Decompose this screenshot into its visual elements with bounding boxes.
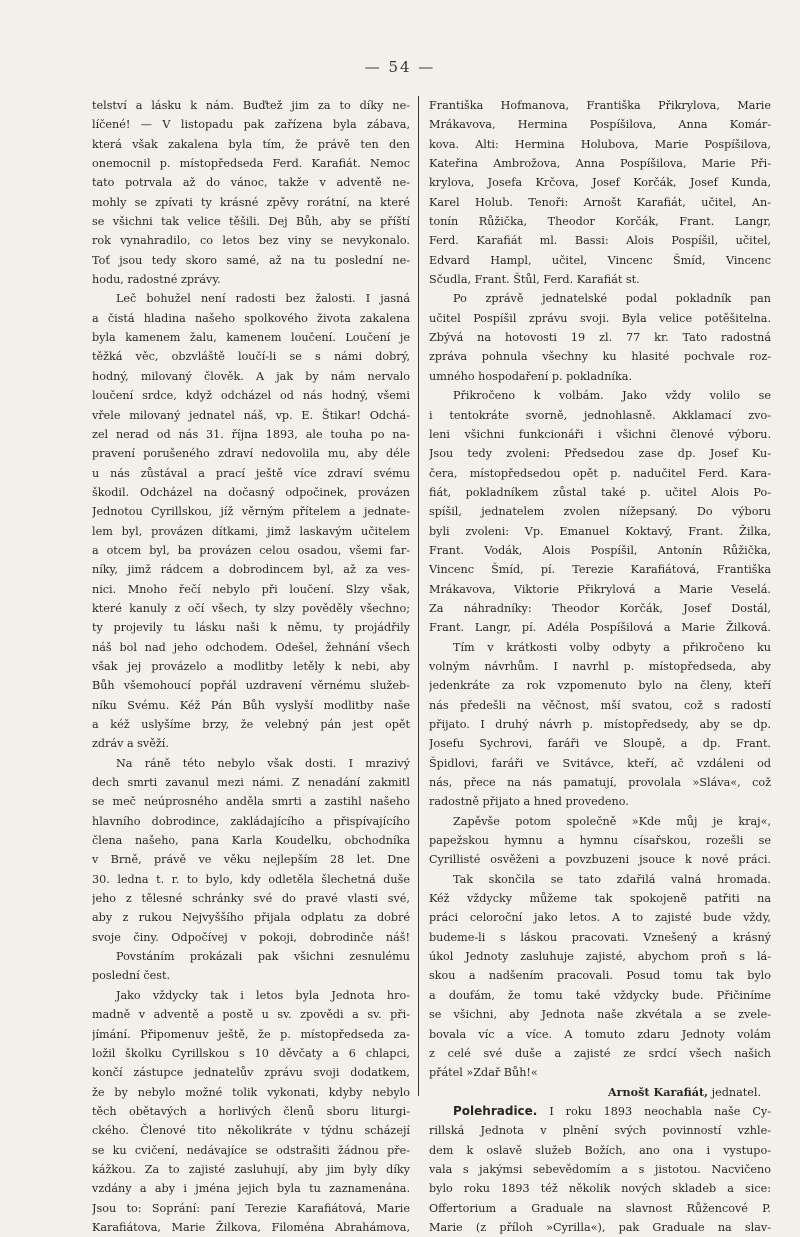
text-line: člena našeho, pana Karla Koudelku, obchodníka <box>92 834 410 848</box>
text-line: které kanuly z očí všech, ty slzy pověděly všechno; <box>92 601 410 615</box>
text-line: Sčudla, Frant. Štůl, Ferd. Karafiát st. <box>429 273 640 287</box>
text-line: zel nerad od nás 31. října 1893, ale touha po na- <box>92 427 410 441</box>
text-line: líčené! — V listopadu pak zařízena byla zábava, <box>92 118 410 132</box>
text-line: nás, přece na nás pamatují, provolala »Sláva«, což <box>429 776 771 790</box>
text-line: Františka Hofmanova, Františka Přikrylova, Marie <box>429 99 771 112</box>
text-line: loučení srdce, když odcházel od nás hodný, všemi <box>92 389 410 403</box>
text-line: čera, místopředsedou opět p. nadučitel Ferd. Kara- <box>429 466 771 480</box>
text-line: a otcem byl, ba provázen celou osadou, všemi far- <box>92 543 410 557</box>
text-line: přijato. I druhý návrh p. místopředsedy, aby se dp. <box>429 718 771 731</box>
right-column-text <box>429 96 771 1083</box>
text-line: těžká věc, obzvláště loučí-li se s námi dobrý, <box>92 350 410 364</box>
text-line: budeme-li s láskou pracovati. Vznešený a krásný <box>429 930 771 944</box>
signature-role: jednatel. <box>708 1085 761 1099</box>
text-line: učitel Pospíšil zprávu svoji. Byla velice potěšitelna. <box>429 311 771 325</box>
text-line: Vincenc Šmíd, pí. Terezie Karafiátová, Františka <box>429 563 771 577</box>
text-line: nás předešli na věčnost, mší svatou, což s radostí <box>429 698 771 712</box>
text-line: Edvard Hampl, učitel, Vincenc Šmíd, Vincenc <box>429 253 771 267</box>
text-line: spíšil, jednatelem zvolen nížepsaný. Do výboru <box>429 505 771 519</box>
text-line: vřele milovaný jednatel náš, vp. E. Štikar! Odchá- <box>92 408 410 422</box>
section-text <box>429 1121 771 1237</box>
column-divider <box>418 96 419 1096</box>
text-line: volným návrhům. I navrhl p. místopředseda, aby <box>429 659 771 673</box>
text-line: vala s jakýmsi sebevědomím a s jistotou. Nacvičeno <box>429 1162 771 1176</box>
text-line: tato potrvala až do vánoc, takže v adventě ne- <box>92 176 410 190</box>
text-line: Tím v krátkosti volby odbyty a přikročeno ku <box>453 640 771 654</box>
text-line: přátel »Zdař Bůh!« <box>429 1066 538 1080</box>
section-first-line-text: I roku 1893 neochabla naše Cy- <box>537 1104 771 1118</box>
text-line: Za náhradníky: Theodor Korčák, Josef Dostál, <box>429 601 771 615</box>
text-line: práci celoroční jako letos. A to zajisté bude vždy, <box>429 911 771 925</box>
text-line: Frant. Langr, pí. Adéla Pospíšilová a Marie Žilková. <box>429 621 771 635</box>
text-line: Karafiátova, Marie Žilkova, Filoména Abrahámova, <box>92 1220 410 1234</box>
text-line: Jednotou Cyrillskou, jíž věrným přítelem a jednate- <box>92 505 410 519</box>
text-line: Cyrillisté osvěženi a povzbuzeni jsouce k nové práci. <box>429 853 771 867</box>
text-line: a kéž uslyšíme brzy, že velebný pán jest opět <box>92 718 410 731</box>
text-line: jímání. Připomenuv ještě, že p. místopředseda za- <box>92 1027 410 1041</box>
text-line: Bůh všemohoucí popřál uzdravení věrnému služeb- <box>92 679 410 693</box>
text-line: zpráva pohnula všechny ku hlasité pochvale roz- <box>429 350 771 364</box>
right-column <box>429 96 771 1237</box>
text-line: byla kamenem žalu, kamenem loučení. Loučení je <box>92 331 410 345</box>
text-line: pravení porušeného zdraví nedovolila mu, aby déle <box>92 447 410 461</box>
text-line: se ku cvičení, nedávajíce se odstrašiti žádnou pře- <box>92 1143 410 1157</box>
text-line: dech smrti zavanul mezi námi. Z nenadání zakmitl <box>92 776 410 790</box>
left-column <box>92 96 410 1237</box>
text-line: kova. Alti: Hermina Holubova, Marie Pospíšilova, <box>429 137 771 151</box>
page-number: — 54 — <box>364 58 436 76</box>
text-line: Ferd. Karafiát ml. Bassi: Alois Pospíšil, učitel, <box>429 234 771 248</box>
text-line: úkol Jednoty zasluhuje zajisté, abychom proň s lá- <box>429 950 771 964</box>
text-line: zdráv a svěží. <box>92 737 169 751</box>
text-line: Mrákavova, Viktorie Přikrylová a Marie Veselá. <box>429 582 771 596</box>
text-line: bylo roku 1893 též několik nových skladeb a sice: <box>429 1182 771 1196</box>
text-line: rok vynahradilo, co letos bez viny se nevykonalo. <box>92 234 410 248</box>
text-line: Jako vždycky tak i letos byla Jednota hro- <box>116 988 410 1002</box>
text-line: Toť jsou tedy skoro samé, až na tu poslední ne- <box>92 253 410 267</box>
text-line: níky, jimž rádcem a dobrodincem byl, až za ves- <box>92 563 410 577</box>
text-line: Kéž vždycky můžeme tak spokojeně patřiti na <box>429 892 771 906</box>
text-line: a čistá hladina našeho spolkového života zakalena <box>92 311 410 325</box>
text-line: Jsou tedy zvoleni: Předsedou zase dp. Josef Ku- <box>429 447 771 461</box>
text-line: se meč neúprosného anděla smrti a zastihl našeho <box>92 795 410 809</box>
text-line: Špidlovi, faráři ve Svitávce, kteří, ač vzdáleni od <box>429 756 771 770</box>
text-line: Frant. Vodák, Alois Pospíšil, Antonín Růžička, <box>429 543 771 557</box>
text-line: byli zvoleni: Vp. Emanuel Koktavý, Frant. Žilka, <box>429 524 771 538</box>
text-line: Povstáním prokázali pak všichni zesnulému <box>116 950 410 964</box>
text-line: madně v adventě a postě u sv. zpovědi a sv. při- <box>92 1008 410 1022</box>
text-line: z celé své duše a zajisté ze srdcí všech našich <box>429 1046 771 1060</box>
text-line: Na ráně této nebylo však dosti. I mrazivý <box>116 756 410 770</box>
text-line: končí zástupce jednatelův zprávu svoji dodatkem, <box>92 1066 410 1080</box>
text-line: 30. ledna t. r. to bylo, kdy odletěla šlechetná duše <box>92 872 410 886</box>
text-line: v Brně, právě ve věku nejlepším 28 let. Dne <box>92 853 410 867</box>
text-line: Karel Holub. Tenoři: Arnošt Karafiát, učitel, An- <box>429 195 771 209</box>
text-line: vzdány a aby i jména jejich byla tu zaznamenána. <box>92 1182 410 1196</box>
text-line: hodu, radostné zprávy. <box>92 273 221 287</box>
text-line: tonín Růžička, Theodor Korčák, Frant. Langr, <box>429 215 771 229</box>
text-line: která však zakalena byla tím, že právě ten den <box>92 137 410 151</box>
text-line: níku Svému. Kéž Pán Bůh vyslyší modlitby naše <box>92 698 410 712</box>
section-heading: Polehradice. <box>453 1103 538 1118</box>
text-line: fiát, pokladníkem zůstal také p. učitel Alois Po- <box>429 485 771 499</box>
text-line: svoje činy. Odpočívej v pokoji, dobrodinče náš! <box>92 930 410 944</box>
text-line: Jsou to: Soprání: paní Terezie Karafiátová, Marie <box>92 1201 410 1215</box>
text-line: a doufám, že tomu také vždycky bude. Přičiníme <box>429 988 771 1002</box>
text-line: Kateřina Ambrožova, Anna Pospíšilova, Marie Při- <box>429 157 771 171</box>
text-line: skou a nadšením pracovali. Posud tomu tak bylo <box>429 969 771 983</box>
text-line: poslední čest. <box>92 969 171 983</box>
text-line: Mrákavova, Hermina Pospíšilova, Anna Komár- <box>429 118 771 132</box>
text-line: že by nebylo možné tolik vykonati, kdyby nebylo <box>92 1085 410 1099</box>
text-line: Zbývá na hotovosti 19 zl. 77 kr. Tato radostná <box>429 331 771 345</box>
text-line: bovala víc a více. A tomuto zdaru Jednoty volám <box>429 1027 771 1041</box>
text-line: Marie (z příloh »Cyrilla«), pak Graduale na slav- <box>429 1220 771 1234</box>
text-line: rillská Jednota v plnění svých povinností vzhle- <box>429 1124 771 1138</box>
text-line: hlavního dobrodince, zakládajícího a přispívajícího <box>92 814 410 828</box>
text-line: těch obětavých a horlivých členů sboru liturgi- <box>92 1104 410 1118</box>
text-line: onemocnil p. místopředseda Ferd. Karafiát. Nemoc <box>92 157 410 171</box>
text-line: i tentokráte svorně, jednohlasně. Akklamací zvo- <box>429 408 771 422</box>
text-line: ty projevily tu lásku naši k němu, ty projádřily <box>92 621 410 635</box>
text-line: Tak skončila se tato zdařilá valná hromada. <box>453 872 771 886</box>
text-line: u nás zůstával a prací ještě více zdraví svému <box>92 466 410 480</box>
text-line: Po zprávě jednatelské podal pokladník pan <box>453 292 771 306</box>
text-line: kážkou. Za to zajisté zasluhují, aby jim byly díky <box>92 1162 410 1176</box>
text-line: radostně přijato a hned provedeno. <box>429 795 629 809</box>
text-line: Přikročeno k volbám. Jako vždy volilo se <box>453 389 771 403</box>
text-line: krylova, Josefa Krčova, Josef Korčák, Josef Kunda, <box>429 176 771 190</box>
signature-line <box>429 1083 771 1102</box>
text-line: lem byl, provázen dítkami, jimž laskavým učitelem <box>92 524 410 538</box>
text-line: Josefu Sychrovi, faráři ve Sloupě, a dp. Frant. <box>429 737 771 751</box>
text-line: aby z rukou Nejvyššího přijala odplatu za dobré <box>92 911 410 925</box>
text-line: jedenkráte za rok vzpomenuto bylo na členy, kteří <box>429 679 771 693</box>
text-line: ložil školku Cyrillskou s 10 děvčaty a 6 chlapci, <box>92 1046 410 1060</box>
section-first-line <box>429 1102 771 1121</box>
text-line: Leč bohužel není radosti bez žalosti. I jasná <box>116 292 410 306</box>
text-line: hodný, milovaný člověk. A jak by nám nervalo <box>92 369 410 383</box>
text-line: náš bol nad jeho odchodem. Odešel, žehnání všech <box>92 640 410 654</box>
text-line: Offertorium a Graduale na slavnost Růžencové P. <box>429 1201 771 1215</box>
text-line: telství a lásku k nám. Buďtež jim za to díky ne- <box>92 99 410 112</box>
text-line: dem k oslavě služeb Božích, ano ona i vystupo- <box>429 1143 771 1157</box>
text-line: leni všichni funkcionáři i všichni členové výboru. <box>429 427 771 441</box>
text-line: se všichni tak velice těšili. Dej Bůh, aby se příští <box>92 215 410 229</box>
text-line: jeho z tělesné schránky své do pravé vlasti své, <box>92 892 410 906</box>
text-line: umného hospodaření p. pokladníka. <box>429 369 633 383</box>
text-line: papežskou hymnu a hymnu císařskou, rozešli se <box>429 834 771 848</box>
text-line: však jej provázelo a modlitby letěly k nebi, aby <box>92 659 410 673</box>
text-line: Zapěvše potom společně »Kde můj je kraj«, <box>453 814 771 828</box>
text-line: nici. Mnoho řečí nebylo při loučení. Slzy však, <box>92 582 410 596</box>
text-line: škodil. Odcházel na dočasný odpočinek, provázen <box>92 485 410 499</box>
text-line: ckého. Členové tito několikráte v týdnu scházejí <box>92 1124 410 1138</box>
signature-name: Arnošt Karafiát, <box>607 1084 709 1099</box>
text-line: mohly se zpívati ty krásné zpěvy rorátní, na které <box>92 195 410 209</box>
text-line: se všichni, aby Jednota naše zkvétala a se zvele- <box>429 1008 771 1022</box>
